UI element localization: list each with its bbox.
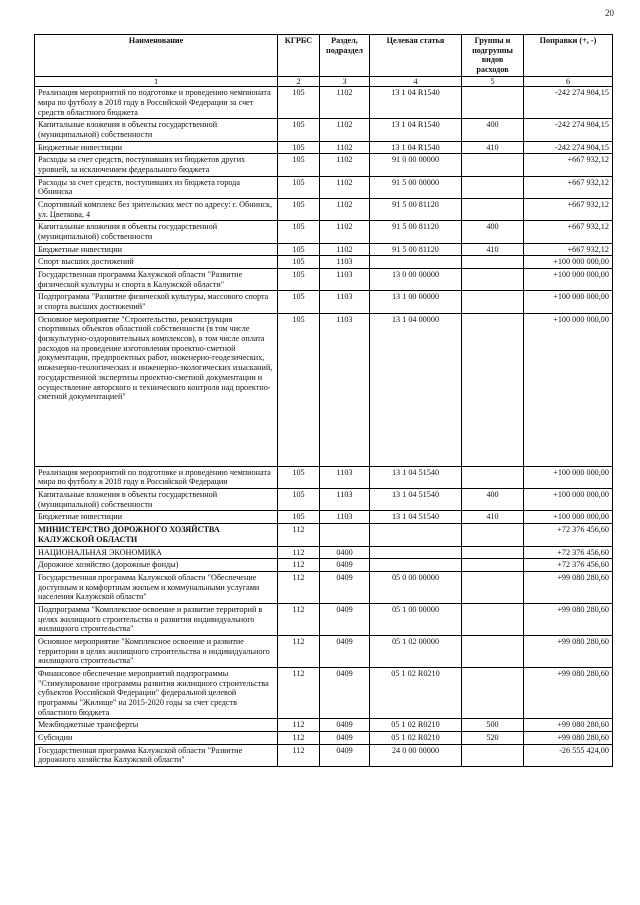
cell-vid	[462, 313, 524, 466]
cell-razdel: 1102	[320, 221, 370, 243]
cell-vid	[462, 87, 524, 119]
cell-amount: +100 000 000,00	[524, 269, 613, 291]
table-row	[35, 243, 613, 256]
cell-razdel: 1102	[320, 243, 370, 256]
cell-razdel: 1103	[320, 466, 370, 488]
column-header-vid: Группы и подгруппы видов расходов	[462, 35, 524, 77]
cell-vid	[462, 199, 524, 221]
cell-amount: -242 274 904,15	[524, 119, 613, 141]
cell-name: Капитальные вложения в объекты государственной (муниципальной) собственности	[35, 221, 278, 243]
table-row	[35, 154, 613, 176]
table-row	[35, 141, 613, 154]
cell-vid	[462, 256, 524, 269]
table-column-number-row	[35, 76, 613, 87]
table-row	[35, 291, 613, 313]
table-row	[35, 87, 613, 119]
cell-statya	[370, 559, 462, 572]
cell-razdel: 1102	[320, 176, 370, 198]
table-row	[35, 744, 613, 766]
column-number-1: 1	[35, 76, 278, 87]
cell-name: Государственная программа Калужской области "Развитие физической культуры и спорта в Калужской области"	[35, 269, 278, 291]
cell-vid: 400	[462, 221, 524, 243]
table-row	[35, 199, 613, 221]
cell-vid: 410	[462, 511, 524, 524]
table-body	[35, 87, 613, 767]
cell-vid	[462, 154, 524, 176]
cell-kgrbs: 105	[278, 199, 320, 221]
cell-name: Межбюджетные трансферты	[35, 719, 278, 732]
cell-statya: 05 1 02 00000	[370, 635, 462, 667]
cell-amount: +99 080 280,60	[524, 719, 613, 732]
cell-amount: +100 000 000,00	[524, 511, 613, 524]
cell-amount: +100 000 000,00	[524, 256, 613, 269]
cell-name: Бюджетные инвестиции	[35, 141, 278, 154]
column-number-5: 5	[462, 76, 524, 87]
cell-kgrbs: 105	[278, 313, 320, 466]
table-row	[35, 571, 613, 603]
cell-vid	[462, 269, 524, 291]
cell-kgrbs: 105	[278, 141, 320, 154]
cell-kgrbs: 105	[278, 176, 320, 198]
cell-statya: 05 1 02 R0210	[370, 731, 462, 744]
cell-razdel: 1102	[320, 119, 370, 141]
cell-name: Расходы за счет средств, поступивших из бюджета города Обнинска	[35, 176, 278, 198]
cell-kgrbs: 112	[278, 635, 320, 667]
cell-statya: 13 0 00 00000	[370, 269, 462, 291]
table-row	[35, 603, 613, 635]
cell-vid	[462, 635, 524, 667]
cell-name: Капитальные вложения в объекты государственной (муниципальной) собственности	[35, 489, 278, 511]
cell-name: Субсидии	[35, 731, 278, 744]
budget-amendments-table	[34, 34, 613, 767]
cell-vid	[462, 744, 524, 766]
cell-name: Государственная программа Калужской области "Обеспечение доступным и комфортным жильем и коммунальными услугами населения Калужской области"	[35, 571, 278, 603]
table-row	[35, 511, 613, 524]
cell-kgrbs: 105	[278, 119, 320, 141]
cell-amount: +72 376 456,60	[524, 524, 613, 546]
cell-name: Расходы за счет средств, поступивших из бюджетов других уровней, за исключением федерального бюджета	[35, 154, 278, 176]
column-number-4: 4	[370, 76, 462, 87]
table-row	[35, 489, 613, 511]
cell-razdel: 0409	[320, 603, 370, 635]
cell-razdel	[320, 524, 370, 546]
cell-razdel: 1103	[320, 313, 370, 466]
cell-vid	[462, 291, 524, 313]
cell-amount: +667 932,12	[524, 221, 613, 243]
cell-statya	[370, 256, 462, 269]
cell-amount: +100 000 000,00	[524, 466, 613, 488]
cell-statya: 05 1 00 00000	[370, 603, 462, 635]
table-header	[35, 35, 613, 87]
cell-name: Реализация мероприятий по подготовке и проведению чемпионата мира по футболу в 2018 году в Российской Федерации	[35, 466, 278, 488]
table-row	[35, 466, 613, 488]
cell-statya: 13 1 04 51540	[370, 511, 462, 524]
cell-razdel: 0409	[320, 744, 370, 766]
cell-amount: +100 000 000,00	[524, 489, 613, 511]
cell-name: Основное мероприятие "Комплексное освоение и развитие территории в целях жилищного строительства и индивидуального жилищного строительства"	[35, 635, 278, 667]
cell-statya: 91 5 00 81120	[370, 221, 462, 243]
cell-kgrbs: 112	[278, 571, 320, 603]
column-header-razdel: Раздел, подраздел	[320, 35, 370, 77]
cell-razdel: 0409	[320, 559, 370, 572]
cell-razdel: 0409	[320, 667, 370, 718]
cell-vid	[462, 524, 524, 546]
cell-razdel: 1103	[320, 256, 370, 269]
cell-name: Реализация мероприятий по подготовке и проведению чемпионата мира по футболу в 2018 году в Российской Федерации за счет средств областного бюджета	[35, 87, 278, 119]
cell-statya: 91 5 00 81120	[370, 199, 462, 221]
column-number-3: 3	[320, 76, 370, 87]
cell-razdel: 0409	[320, 571, 370, 603]
cell-name: Основное мероприятие "Строительство, реконструкция спортивных объектов областной собственности (в том числе физкультурно-оздоровительных комплексов), в том числе оплата расходов на проведение изготовления проектно-сметной документации, предпроектных работ, инженерно-геодезических, инженерно-геологических и инженерно-экологических изысканий, государственной экспертизы проектно-сметной документации и осуществление авторского и технического контроля над проектно-сметной документацией"	[35, 313, 278, 466]
cell-amount: +667 932,12	[524, 176, 613, 198]
cell-vid	[462, 603, 524, 635]
cell-razdel: 0409	[320, 731, 370, 744]
cell-statya: 13 1 04 00000	[370, 313, 462, 466]
cell-statya: 91 0 00 00000	[370, 154, 462, 176]
cell-vid	[462, 546, 524, 559]
cell-amount: -26 555 424,00	[524, 744, 613, 766]
cell-razdel: 1102	[320, 199, 370, 221]
cell-name: Капитальные вложения в объекты государственной (муниципальной) собственности	[35, 119, 278, 141]
cell-vid: 400	[462, 489, 524, 511]
cell-statya	[370, 546, 462, 559]
cell-statya: 13 1 04 51540	[370, 466, 462, 488]
cell-razdel: 0409	[320, 635, 370, 667]
cell-vid	[462, 667, 524, 718]
cell-amount: -242 274 904,15	[524, 87, 613, 119]
table-header-row	[35, 35, 613, 77]
cell-amount: -242 274 904,15	[524, 141, 613, 154]
cell-kgrbs: 112	[278, 524, 320, 546]
table-row	[35, 635, 613, 667]
cell-vid: 520	[462, 731, 524, 744]
cell-statya: 13 1 04 R1540	[370, 119, 462, 141]
cell-kgrbs: 112	[278, 719, 320, 732]
table-row	[35, 524, 613, 546]
cell-kgrbs: 105	[278, 154, 320, 176]
cell-kgrbs: 105	[278, 511, 320, 524]
cell-kgrbs: 112	[278, 731, 320, 744]
cell-name: Спортивный комплекс без зрительских мест по адресу: г. Обнинск, ул. Цветкова, 4	[35, 199, 278, 221]
column-number-6: 6	[524, 76, 613, 87]
cell-kgrbs: 105	[278, 291, 320, 313]
cell-razdel: 1103	[320, 511, 370, 524]
cell-kgrbs: 105	[278, 269, 320, 291]
cell-amount: +99 080 280,60	[524, 667, 613, 718]
cell-amount: +100 000 000,00	[524, 291, 613, 313]
cell-kgrbs: 112	[278, 559, 320, 572]
cell-statya: 13 1 04 51540	[370, 489, 462, 511]
table-row	[35, 221, 613, 243]
cell-amount: +99 080 280,60	[524, 603, 613, 635]
cell-statya	[370, 524, 462, 546]
cell-name: НАЦИОНАЛЬНАЯ ЭКОНОМИКА	[35, 546, 278, 559]
cell-vid: 410	[462, 141, 524, 154]
cell-razdel: 0409	[320, 719, 370, 732]
cell-amount: +99 080 280,60	[524, 731, 613, 744]
cell-amount: +72 376 456,60	[524, 559, 613, 572]
cell-name: Бюджетные инвестиции	[35, 243, 278, 256]
cell-razdel: 1103	[320, 269, 370, 291]
column-header-kgrbs: КГРБС	[278, 35, 320, 77]
cell-amount: +667 932,12	[524, 199, 613, 221]
table-row	[35, 313, 613, 466]
cell-razdel: 1103	[320, 291, 370, 313]
cell-kgrbs: 112	[278, 603, 320, 635]
cell-razdel: 0400	[320, 546, 370, 559]
table-row	[35, 667, 613, 718]
cell-kgrbs: 112	[278, 667, 320, 718]
column-number-2: 2	[278, 76, 320, 87]
cell-kgrbs: 105	[278, 243, 320, 256]
cell-statya: 05 1 02 R0210	[370, 667, 462, 718]
cell-amount: +100 000 000,00	[524, 313, 613, 466]
cell-name: Государственная программа Калужской области "Развитие дорожного хозяйства Калужской области"	[35, 744, 278, 766]
cell-name: Финансовое обеспечение мероприятий подпрограммы "Стимулирование программы развития жилищного строительства субъектов Российской Федерации" федеральной целевой программы "Жилище" на 2015-2020 годы за счет средств областного бюджета	[35, 667, 278, 718]
cell-statya: 05 1 02 R0210	[370, 719, 462, 732]
cell-vid: 500	[462, 719, 524, 732]
table-row	[35, 559, 613, 572]
cell-kgrbs: 105	[278, 466, 320, 488]
column-header-statya: Целевая статья	[370, 35, 462, 77]
cell-razdel: 1103	[320, 489, 370, 511]
table-row	[35, 546, 613, 559]
cell-amount: +72 376 456,60	[524, 546, 613, 559]
table-row	[35, 731, 613, 744]
cell-kgrbs: 112	[278, 744, 320, 766]
cell-statya: 13 1 04 R1540	[370, 141, 462, 154]
cell-vid: 410	[462, 243, 524, 256]
page-number: 20	[605, 8, 614, 18]
table-row	[35, 176, 613, 198]
cell-amount: +667 932,12	[524, 243, 613, 256]
cell-statya: 13 1 00 00000	[370, 291, 462, 313]
table-row	[35, 119, 613, 141]
cell-kgrbs: 105	[278, 489, 320, 511]
cell-name: Спорт высших достижений	[35, 256, 278, 269]
cell-statya: 91 5 00 00000	[370, 176, 462, 198]
column-header-name: Наименование	[35, 35, 278, 77]
cell-amount: +667 932,12	[524, 154, 613, 176]
cell-name: Подпрограмма "Комплексное освоение и развитие территорий в целях жилищного строительства и развития индивидуального жилищного строительства"	[35, 603, 278, 635]
cell-name: Подпрограмма "Развитие физической культуры, массового спорта и спорта высших достижений"	[35, 291, 278, 313]
cell-razdel: 1102	[320, 154, 370, 176]
cell-kgrbs: 105	[278, 221, 320, 243]
table-row	[35, 269, 613, 291]
cell-statya: 91 5 00 81120	[370, 243, 462, 256]
table-row	[35, 719, 613, 732]
cell-name: Дорожное хозяйство (дорожные фонды)	[35, 559, 278, 572]
cell-statya: 05 0 00 00000	[370, 571, 462, 603]
cell-vid: 400	[462, 119, 524, 141]
cell-vid	[462, 466, 524, 488]
cell-kgrbs: 105	[278, 256, 320, 269]
cell-amount: +99 080 280,60	[524, 635, 613, 667]
cell-statya: 13 1 04 R1540	[370, 87, 462, 119]
column-header-amount: Поправки (+, -)	[524, 35, 613, 77]
table-row	[35, 256, 613, 269]
cell-vid	[462, 571, 524, 603]
cell-amount: +99 080 280,60	[524, 571, 613, 603]
cell-razdel: 1102	[320, 141, 370, 154]
cell-razdel: 1102	[320, 87, 370, 119]
cell-name: Бюджетные инвестиции	[35, 511, 278, 524]
cell-vid	[462, 559, 524, 572]
cell-kgrbs: 112	[278, 546, 320, 559]
cell-vid	[462, 176, 524, 198]
cell-name: МИНИСТЕРСТВО ДОРОЖНОГО ХОЗЯЙСТВА КАЛУЖСКОЙ ОБЛАСТИ	[35, 524, 278, 546]
cell-statya: 24 0 00 00000	[370, 744, 462, 766]
cell-kgrbs: 105	[278, 87, 320, 119]
